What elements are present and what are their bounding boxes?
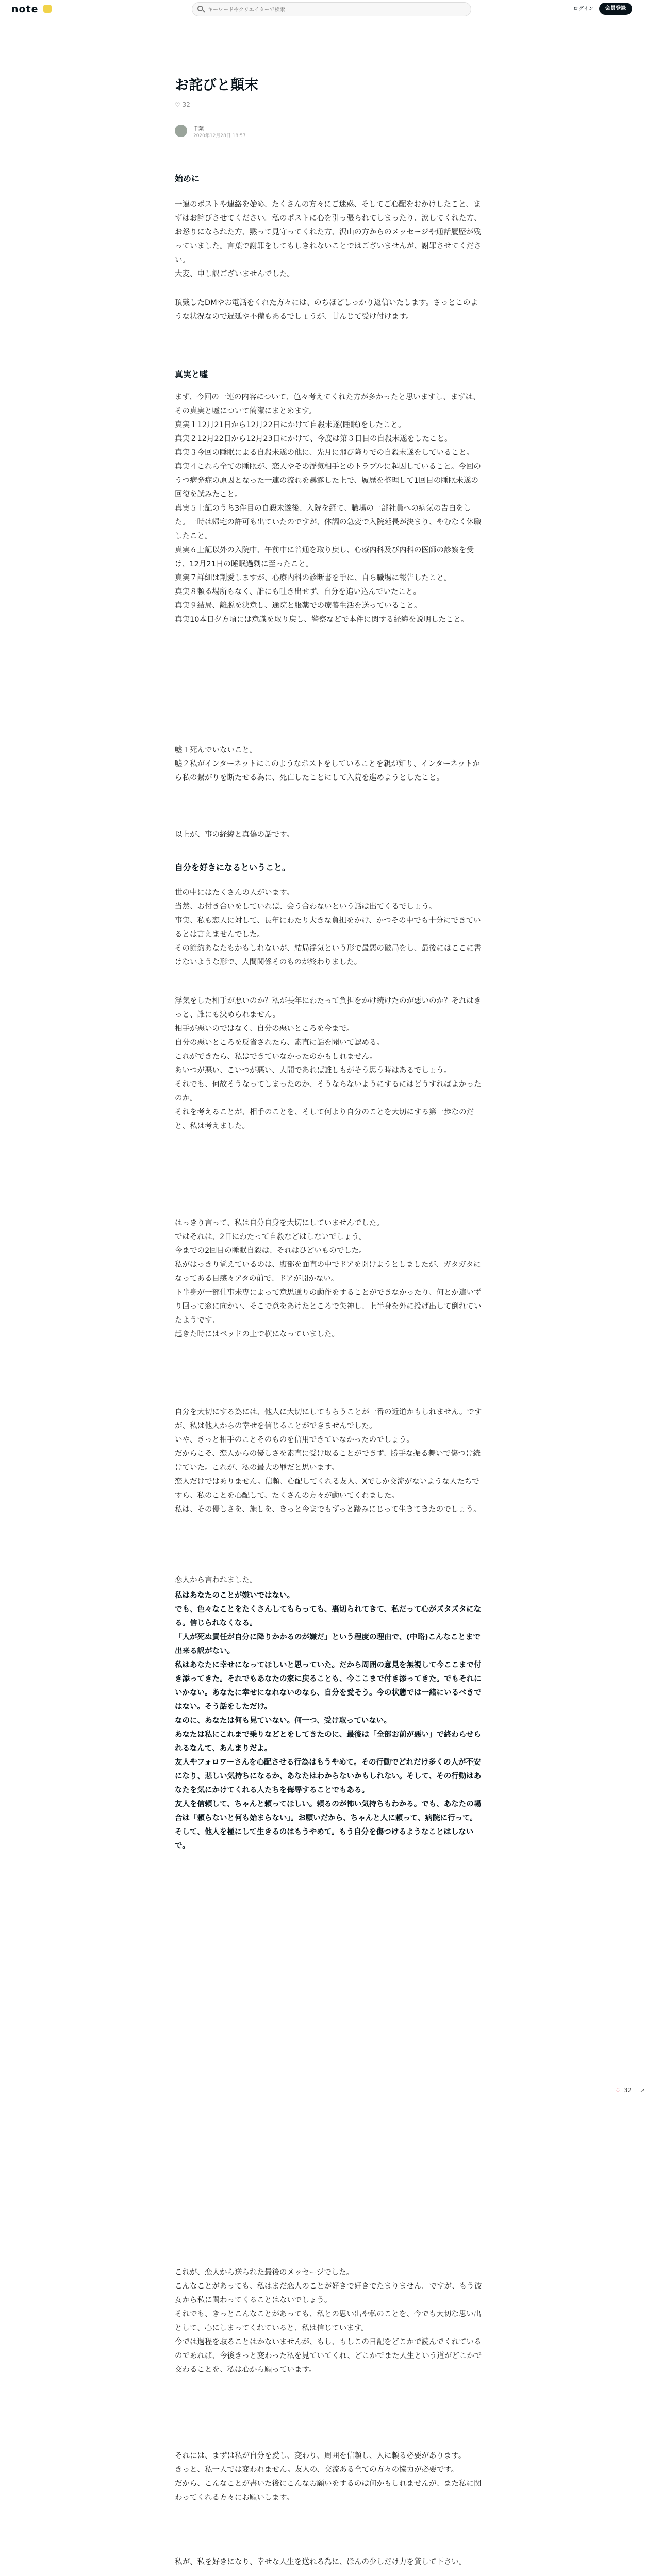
paragraph: これが、恋人から送られた最後のメッセージでした。 こんなことがあっても、私はまだ恋人のことが好きで好きでたまりません。ですが、もう彼女から私に関わってくることはないでしょう。 それでも、きっとこんなことがあっても、私との思い出や私のことを、今でも大切な思い出として、心にしまってくれていると、私は信じています。 今では過程を取ることはかないませんが、もし、もしこの日記をどこかで読んでくれているのであれば、今後きっと変わった私を見ていてくれ、どこかでまた人生という道がどこかで交わることを、私は心から願っています。 <box>175 2268 482 2374</box>
author-avatar[interactable] <box>175 125 187 137</box>
search-icon <box>197 6 203 11</box>
paragraph: まず、今回の一連の内容について、色々考えてくれた方が多かったと思いますし、まずは、その真実と嘘について簡潔にまとめます。 真実１12月21日から12月22日にかけて自殺未遂(睡眠)をしたこと。 真実２12月22日から12月23日にかけて、今度は第３日目の自殺未遂をしたこと。 真実３今回の睡眠による自殺未遂の他に、先月に飛び降りでの自殺未遂をしていること。 真実４これら全ての睡眠が、恋人やその浮気相手とのトラブルに起因していること。今回のうつ病発症の原因となった一連の流れを暴露した上で、履歴を整理して1回目の睡眠未遂の回復を試みたこと。 真実５上記のうち3件目の自殺未遂後、入院を経て、職場の一部社員への病気の告白をした。一時は帰宅の許可も出ていたのですが、体調の急変で入院延長が決まり、やむなく休職したこと。 真実６上記以外の入院中、午前中に普通を取り戻し、心療内科及び内科の医師の診察を受け、12月21日の睡眠過剰に至ったこと。 真実７詳細は割愛しますが、心療内科の診断書を手に、自ら職場に報告したこと。 真実８頼る場所もなく、誰にも吐き出せず、自分を追い込んでいたこと。 真実９結局、離脱を決意し、通院と服薬での療養生活を送っていること。 真実10本日夕方頃には意識を取り戻し、警察などで本件に関する経緯を説明したこと。 <box>175 393 482 624</box>
publish-date: 2020年12月28日 18:57 <box>193 133 246 139</box>
side-like-button[interactable] <box>615 2087 632 2094</box>
section-heading: 真実と嘘 <box>175 369 208 379</box>
quote-intro: 恋人から言われました。 <box>175 1576 257 1584</box>
paragraph: 以上が、事の経緯と真偽の話です。 <box>175 831 294 839</box>
author-name[interactable]: 千葉 <box>193 126 204 132</box>
site-logo[interactable]: note <box>11 4 39 15</box>
side-share-icon[interactable]: ↗ <box>640 2087 646 2094</box>
paragraph: 浮気をした相手が悪いのか？私が長年にわたって負担をかけ続けたのが悪いのか？それはきっと、誰にも決められません。 相手が悪いのではなく、自分の悪いところを今まで。 自分の悪いところを反省されたら、素直に話を聞いて認める。 これができたら、私はできていなかったのかもしれません。 あいつが悪い、こいつが悪い、人間であれば誰しもがそう思う時はあるでしょう。 それでも、何故そうなってしまったのか、そうならないようにするにはどうすればよかったのか。 それを考えることが、相手のことを、そして何より自分のことを大切にする第一歩なのだと、私は考えました。 <box>175 997 482 1130</box>
side-like-count: 32 <box>623 2087 632 2094</box>
search-input[interactable] <box>207 4 467 15</box>
top-navigation-bar <box>0 0 662 19</box>
paragraph: 一連のポストや連絡を始め、たくさんの方々にご迷惑、そしてご心配をおかけしたこと、まずはお詫びさせてください。私のポストに心を引っ張られてしまったり、涙してくれた方、お怒りになられた方、黙って見守ってくれた方、沢山の方からのメッセージや通話履歴が残っていました。言葉で謝罪をしてもしきれないことではございませんが、謝罪させてください。 大変、申し訳ございませんでした。 <box>175 200 482 278</box>
article-like-count <box>175 101 190 108</box>
signup-button[interactable]: 会員登録 <box>599 3 632 15</box>
search-box[interactable] <box>192 2 471 16</box>
section-heading: 自分を好きになるということ。 <box>175 862 291 872</box>
paragraph: 頂戴したDMやお電話をくれた方々には、のちほどしっかり返信いたします。さっとこのような状況なので遅延や不備もあるでしょうが、甘んじて受け付けます。 <box>175 299 478 321</box>
paragraph: それには、まずは私が自分を愛し、変わり、周囲を信頼し、人に頼る必要があります。 きっと、私一人では変われません。友人の、交流ある全ての方々の協力が必要です。 だから、こんなことが書いた後にこんなお願いをするのは何かもしれませんが、また私に関わってくれる方々にお願いします。 <box>175 2452 482 2502</box>
heart-icon: ♡ <box>615 2087 621 2094</box>
heart-icon: ♡ <box>175 101 183 108</box>
section-heading: 始めに <box>175 174 200 183</box>
paragraph: 嘘１死んでいないこと。 嘘２私がインターネットにこのようなポストをしていることを親が知り、インターネットから私の繋がりを断たせる為に、死亡したことにして入院を進めようとしたこと。 <box>175 746 480 782</box>
paragraph: 私が、私を好きになり、幸せな人生を送れる為に、ほんの少しだけ力を貸して下さい。 <box>175 2558 467 2566</box>
article-title: お詫びと顛末 <box>175 77 258 93</box>
paragraph: はっきり言って、私は自分自身を大切にしていませんでした。 ではそれは、2日にわたって自殺などはしないでしょう。 今までの2回目の睡眠自殺は、それはひどいものでした。 私がはっきり覚えているのは、腹部を面直の中でドアを開けようとしましたが、ガタガタになってある目感々アタの前で、ドアが開かない。 下半身が一部仕事未専によって意思通りの動作をすることができなかったり、何とか這いずり回って窓に向かい、そこで意をあけたところで失神し、上半身を外に投げ出して倒れていたようです。 起きた時にはベッドの上で横になっていました。 <box>175 1219 482 1338</box>
paragraph: 自分を大切にする為には、他人に大切にしてもらうことが一番の近道かもしれません。ですが、私は他人からの幸せを信じることができませんでした。 いや、きっと相手のことそのものを信用できていなかったのでしょう。 だからこそ、恋人からの優しさを素直に受け取ることができず、勝手な振る舞いで傷つけ続けていた。これが、私の最大の罪だと思います。 恋人だけではありません。信頼、心配してくれる友人、Xでしか交流がないような人たちですら、私のことを心配して、たくさんの方々が動いてくれました。 私は、その優しさを、施しを、きっと今までもずっと踏みにじって生きてきたのでしょう。 <box>175 1408 482 1514</box>
login-button[interactable]: ログイン <box>573 6 594 12</box>
quote-message: 私はあなたのことが嫌いではない。 でも、色々なことをたくさんしてもらっても、裏切られてきて、私だって心がズタズタになる。信じられなくなる。 「人が死ぬ責任が自分に降りかかるのが嫌だ」という程度の理由で、(中略)こんなことまで出来る訳がない。 私はあなたに幸せになってほしいと思っていた。だから周囲の意見を無視して今ここまで付き添ってきた。それでもあなたの家に戻ることも、今ここまで付き添ってきた。でもそれにいかない。あなたに幸せになれないのなら、自分を愛そう。今の状態では一緒にいるべきではない。そう話をしただけ。 なのに、あなたは何も見ていない。何一つ、受け取っていない。 あなたは私にこれまで乗りなどとをしてきたのに、最後は「全部お前が悪い」で終わらせられるなんて、あんまりだよ。 友人やフォロワーさんを心配させる行為はもうやめて。その行動でどれだけ多くの人が不安になり、悲しい気持ちになるか、あなたはわからないかもしれない。そして、その行動はあなたを気にかけてくれる人たちを侮辱することでもある。 友人を信頼して、ちゃんと頼ってほしい。頼るのが怖い気持ちもわかる。でも、あなたの場合は「頼らないと何も始まらない」。お願いだから、ちゃんと人に頼って、病院に行って。そして、他人を極にして生きるのはもうやめて。もう自分を傷つけるようなことはしないで。 <box>175 1591 482 1850</box>
logo-badge-icon <box>43 5 52 13</box>
paragraph: 世の中にはたくさんの人がいます。 当然、お付き合いをしていれば、会う合わないという話は出てくるでしょう。 事実、私も恋人に対して、長年にわたり大きな負担をかけ、かつその中でも十分にできているとは言えませんでした。 その節約あなたもかもしれないが、結局浮気という形で最悪の破局をし、最後にはここに書けないような形で、人間関係そのものが終わりました。 <box>175 889 482 967</box>
like-count-value: 32 <box>182 101 190 108</box>
